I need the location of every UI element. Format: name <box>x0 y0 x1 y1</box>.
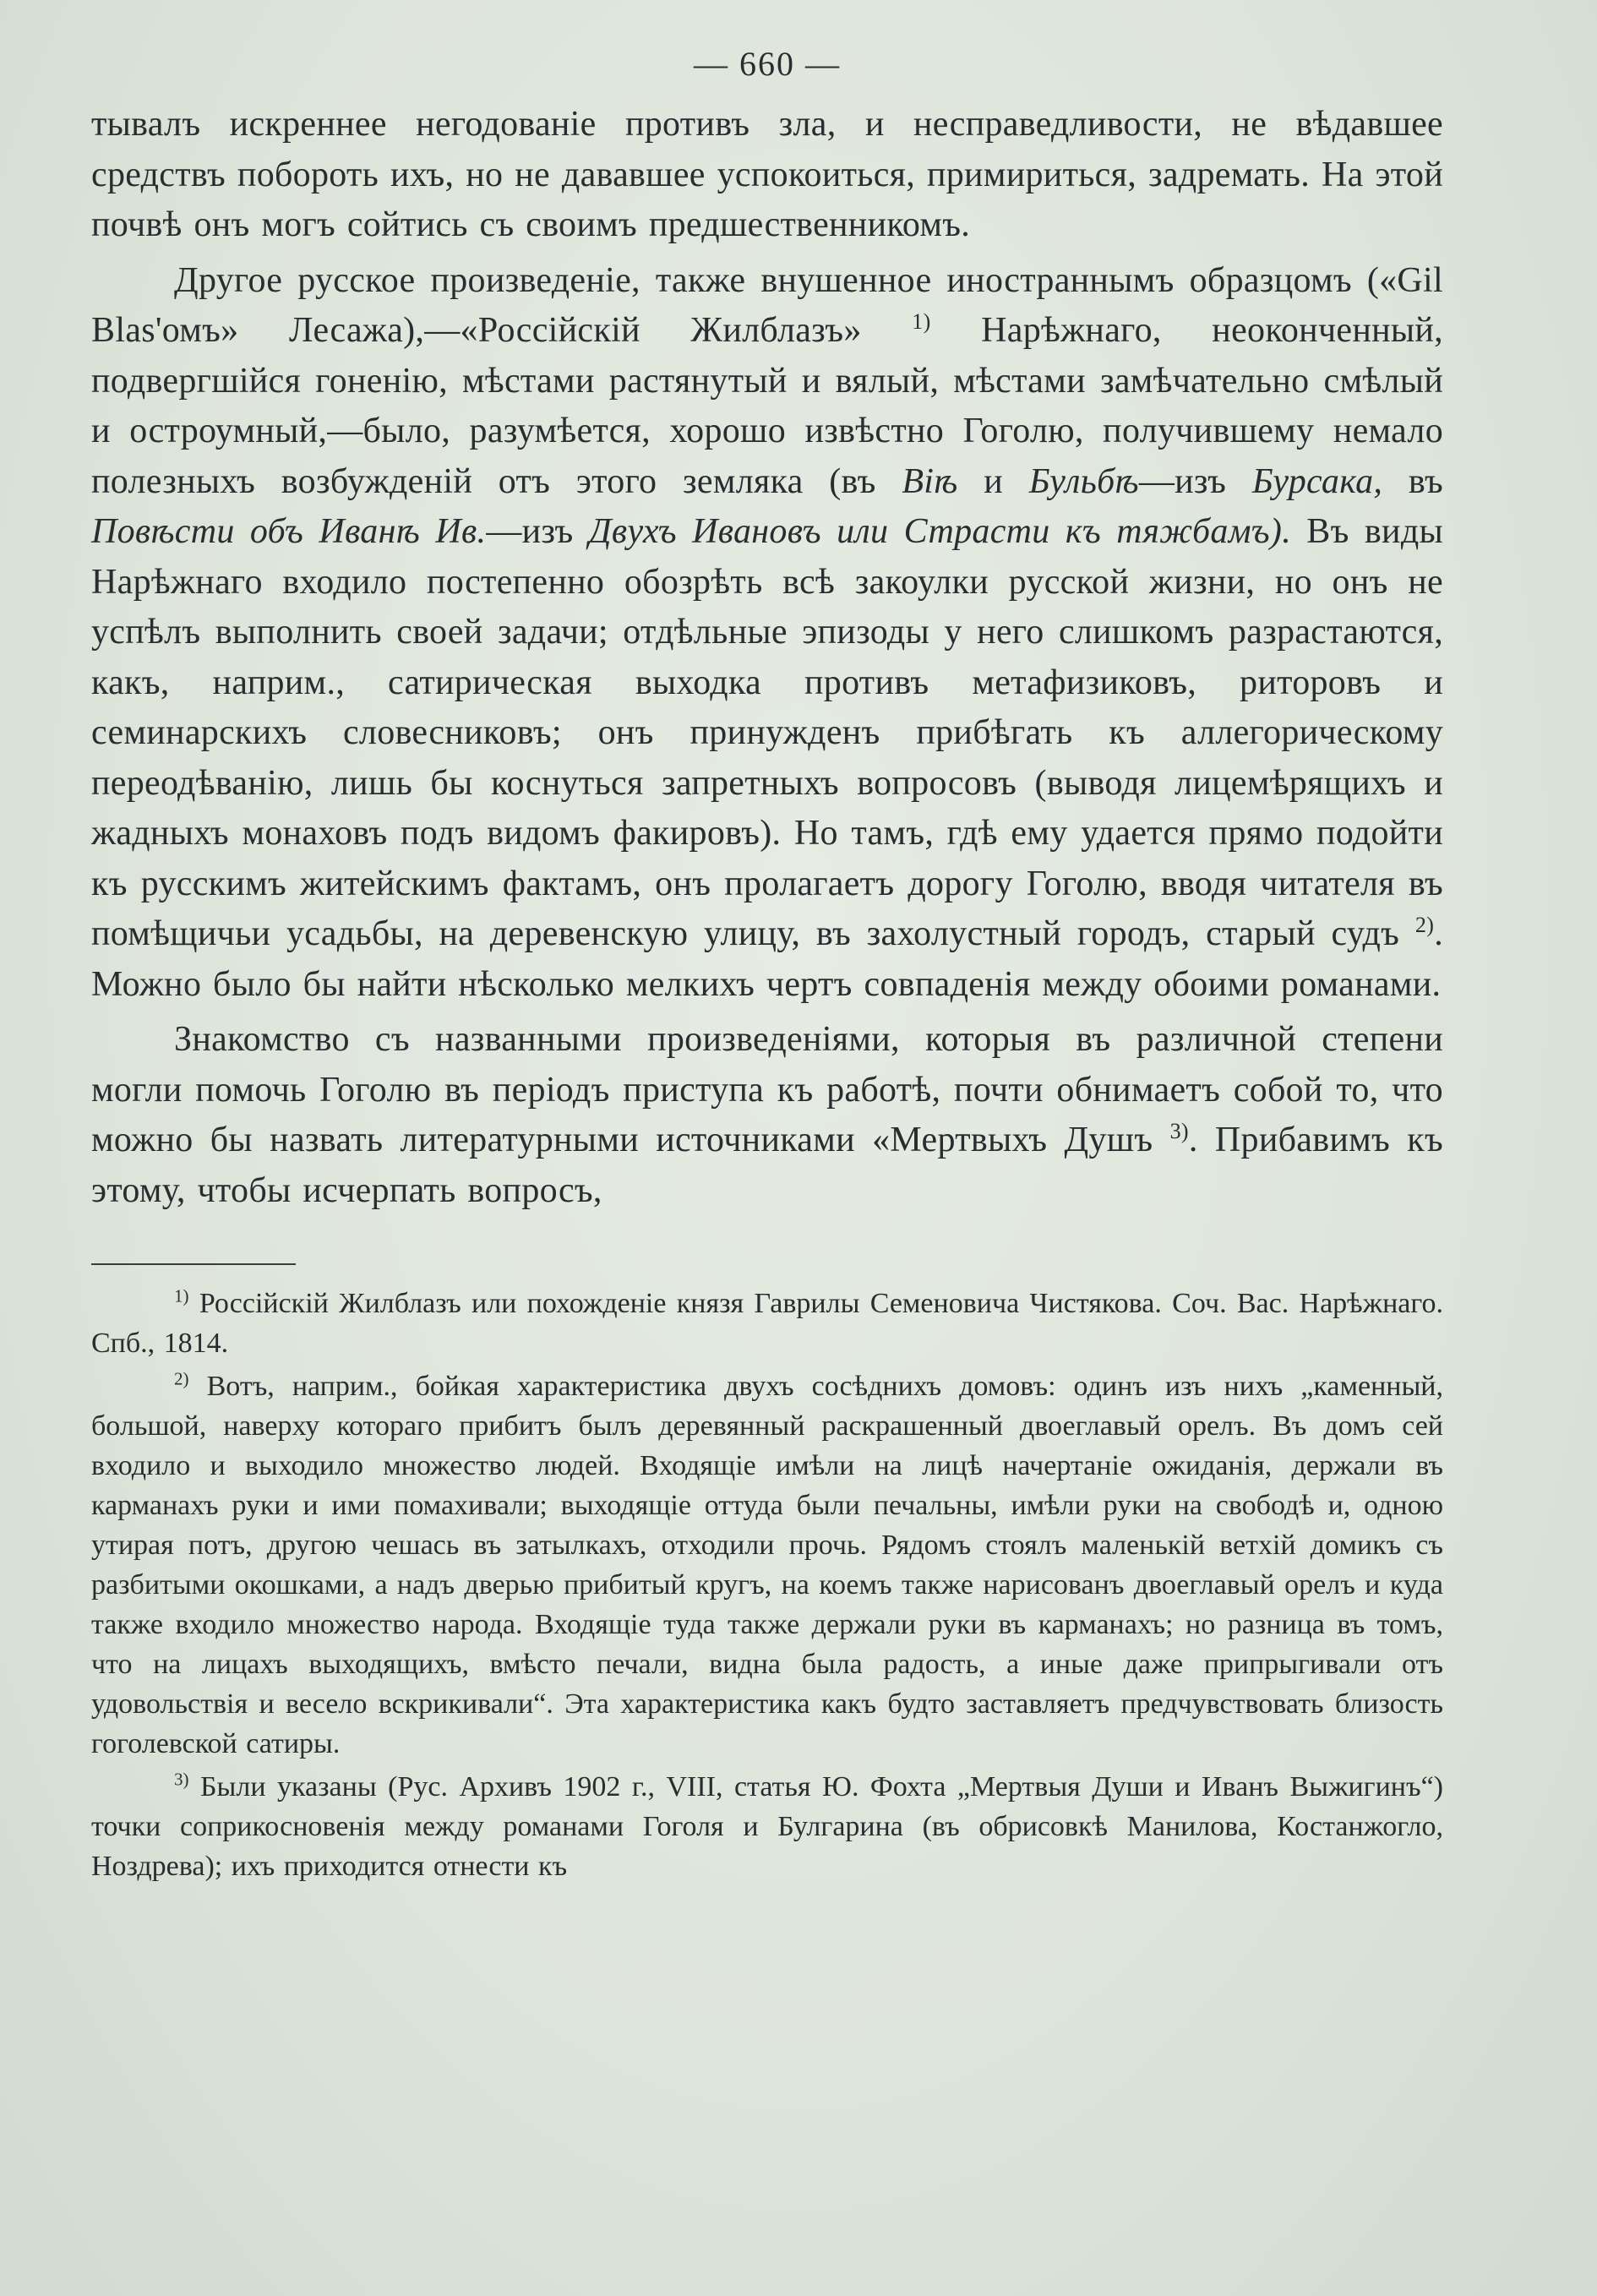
footnote-2 <box>91 1366 1443 1764</box>
footnote-2-text: Вотъ, наприм., бойкая характеристика двухъ сосѣднихъ домовъ: одинъ изъ нихъ „каменный, большой, наверху котораго прибитъ былъ деревянный раскрашенный двоеглавый орелъ. Въ домъ сей входило и выходило множество людей. Входящіе имѣли на лицѣ начертаніе ожиданія, держали въ карманахъ руки и ими помахивали; выходящіе оттуда были печальны, имѣли руки на свободѣ и, одною утирая потъ, другою чешась въ затылкахъ, отходили прочь. Рядомъ стоялъ маленькій ветхій домикъ съ разбитыми окошками, а надъ дверью прибитый кругъ, на коемъ также нарисованъ двоеглавый орелъ и куда также входило множество народа. Входящіе туда также держали руки въ карманахъ; но разница въ томъ, что на лицахъ выходящихъ, вмѣсто печали, видна была радость, а иные даже припрыгивали отъ удовольствія и весело вскрикивали“. Эта характеристика какъ будто заставляетъ предчувствовать близость гоголевской сатиры. <box>91 1371 1443 1759</box>
footnote-1-text: Россійскій Жилблазъ или похожденіе князя Гаврилы Семеновича Чистякова. Соч. Вас. Нарѣжнаго. Спб., 1814. <box>91 1288 1443 1359</box>
title-dvukh-ivanov: Двухъ Ивановъ или Страсти къ тяжбамъ). <box>588 512 1291 551</box>
paragraph-2 <box>91 256 1443 1011</box>
paragraph-1: тывалъ искреннее негодованіе противъ зла, и несправедливости, не вѣдавшее средствъ побороть ихъ, но не дававшее успокоиться, примириться, задремать. На этой почвѣ онъ могъ сойтись съ своимъ предшественникомъ. <box>91 105 1443 244</box>
title-povest: Повѣсти объ Иванѣ Ив. <box>91 512 487 551</box>
p2-text-b: Нарѣжнаго, неоконченный, подвергшійся гоненію, мѣстами растянутый и вялый, мѣстами замѣчательно смѣлый и остроумный,—было, разумѣется, хорошо извѣстно Гоголю, получившему немало полезныхъ возбужденій отъ этого земляка (въ <box>91 311 1443 501</box>
footnote-ref-2: 2) <box>1414 913 1435 937</box>
footnote-3-mark: 3) <box>174 1769 189 1790</box>
book-page <box>91 41 1443 1886</box>
footnote-2-mark: 2) <box>174 1368 189 1389</box>
paragraph-3 <box>91 1015 1443 1216</box>
footnotes <box>91 1284 1443 1886</box>
p2-text-d: —изъ <box>1138 461 1227 501</box>
footnote-1-mark: 1) <box>174 1285 189 1306</box>
footnote-1 <box>91 1284 1443 1363</box>
p2-text-c: и <box>984 461 1004 501</box>
title-bursak: Бурсака, <box>1251 461 1383 501</box>
footnote-ref-1: 1) <box>912 309 931 334</box>
title-viy: Віѣ <box>902 461 958 501</box>
footnote-3-text: Были указаны (Рус. Архивъ 1902 г., VIII, статья Ю. Фохта „Мертвыя Души и Иванъ Выжигинъ“) точки соприкосновенія между романами Гоголя и Булгарина (въ обрисовкѣ Манилова, Костанжогло, Ноздрева); ихъ приходится отнести къ <box>91 1771 1443 1882</box>
footnote-divider <box>91 1263 296 1265</box>
p2-text-e: въ <box>1408 461 1443 501</box>
footnote-3 <box>91 1767 1443 1886</box>
p2-text-g: Въ виды Нарѣжнаго входило постепенно обозрѣть всѣ закоулки русской жизни, но онъ не успѣлъ выполнить своей задачи; отдѣльные эпизоды у него слишкомъ разрастаются, какъ, наприм., сатирическая выходка противъ метафизиковъ, риторовъ и семинарскихъ словесниковъ; онъ принужденъ прибѣгать къ аллегорическому переодѣванію, лишь бы коснуться запретныхъ вопросовъ (выводя лицемѣрящихъ и жадныхъ монаховъ подъ видомъ факировъ). Но тамъ, гдѣ ему удается прямо подойти къ русскимъ житейскимъ фактамъ, онъ пролагаетъ дорогу Гоголю, вводя читателя въ помѣщичьи усадьбы, на деревенскую улицу, въ захолустный городъ, старый судъ <box>91 512 1444 953</box>
main-text <box>91 100 1443 1216</box>
page-number: — 660 — <box>694 45 841 83</box>
p3-text-b: . Прибавимъ къ этому, чтобы исчерпать вопросъ, <box>91 1121 1443 1210</box>
p2-text-f: —изъ <box>486 512 574 551</box>
p2-text-a: Другое русское произведеніе, также внушенное иностраннымъ образцомъ («Gil Blas'омъ» Лесажа),—«Россійскій Жилблазъ» <box>91 260 1443 350</box>
p3-text-a: Знакомство съ названными произведеніями, которыя въ различной степени могли помочь Гоголю въ періодъ приступа къ работѣ, почти обнимаетъ собой то, что можно бы назвать литературными источниками «Мертвыхъ Душъ <box>91 1020 1443 1159</box>
footnote-ref-3: 3) <box>1169 1119 1189 1143</box>
title-bulba: Бульбѣ <box>1028 461 1139 501</box>
p2-text-h: . Можно было бы найти нѣсколько мелкихъ чертъ совпаденія между обоими романами. <box>91 914 1444 1004</box>
